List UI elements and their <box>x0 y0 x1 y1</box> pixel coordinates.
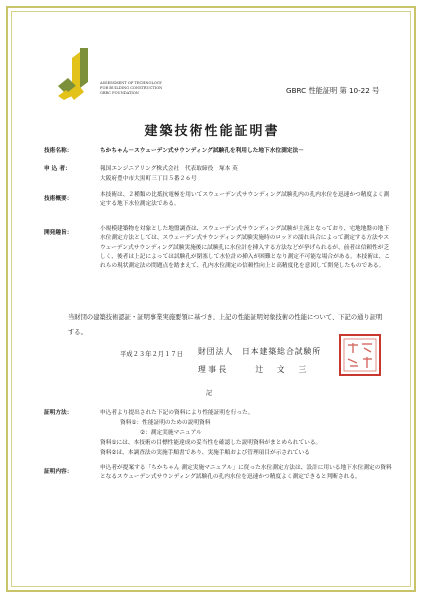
overview-text: 本技術は、２種類の比抵抗電極を用いてスウェーデン式サウンディング試験孔内の孔内水位を迅速かつ精度よく測定する地下水位測定法である。 <box>100 192 390 208</box>
record-heading: 記 <box>206 390 213 397</box>
background-label: 開発趣旨： <box>44 230 73 236</box>
issuer-signatory <box>198 364 309 375</box>
logo-line-2: FOR BUILDING CONSTRUCTION <box>100 86 163 90</box>
method-label: 証明方法： <box>44 410 73 416</box>
applicant-name: 報国エンジニアリング株式会社 代表取締役 塚本 英 <box>100 166 238 172</box>
method-doc-2: ②：測定実施マニュアル <box>140 430 202 436</box>
applicant-label: 申 込 者： <box>44 166 71 172</box>
logo-wordmark <box>100 81 162 96</box>
content-label: 証明内容： <box>44 469 73 475</box>
page-title: 建築技術性能証明書 <box>144 124 280 139</box>
tech-name: ちかちゃん－スウェーデン式サウンディング試験孔を利用した地下水位測定法－ <box>100 148 304 154</box>
issuer-name: 辻 文 三 <box>255 365 310 374</box>
method-doc-1: 資料①：性能証明のための説明資料 <box>120 420 211 426</box>
issue-date: 平成２３年２月１７日 <box>120 351 183 358</box>
background-text: 小規模建築物を対象とした地盤調査は、スウェーデン式サウンディング試験が主流となっており、宅地地盤の地下水位測定方法としては、スウェーデン式サウンディング試験実施時のロッドの濡れ具合によって測定する方法やスウェーデン式サウンディング試験実施後に試験孔に水位計を挿入する方法などが挙げられるが、前者は信頼性が乏しく、後者は上記によっては試験孔が閉塞して水位計の挿入が困難となり測定不可能な場合がある。本技術は、これらの現状測定法の問題点を踏まえて、孔内水位測定の信頼性向上と高精度化を意図して開発したものである。 <box>100 226 390 270</box>
logo-line-1: ASSESSMENT OF TECHNOLOGY <box>100 81 163 85</box>
issuer-title: 理 事 長 <box>198 365 227 374</box>
tech-name-label: 技術名称： <box>44 148 73 154</box>
certificate-number: GBRC 性能証明 第 10-22 号 <box>286 86 380 95</box>
official-seal-icon <box>338 333 382 377</box>
issuer-organization: 財団法人 日本建築総合試験所 <box>198 347 322 356</box>
certification-statement: 当財団の建築技術認証・証明事業実施要領に基づき、上記の性能証明対象技術の性能について、下記の通り証明する。 <box>68 314 383 336</box>
method-note-1: 資料①には、本技術の目標性能達成の妥当性を確認した説明資料がまとめられている。 <box>100 440 322 446</box>
gbrc-logo-icon <box>58 48 98 100</box>
method-note-2: 資料②は、本調査法の実施手順書であり、実施手順および管理項目が示されている <box>100 450 310 456</box>
applicant-address: 大阪府豊中市大黒町三丁目５番２６号 <box>100 176 197 182</box>
overview-label: 技術概要： <box>44 196 73 202</box>
method-text: 申込者より提出された下記の資料により性能証明を行った。 <box>100 410 254 416</box>
logo-line-3: GBRC FOUNDATION <box>100 91 139 95</box>
content-text: 申込者が提案する「ちかちゃん 測定実施マニュアル」に従った水位測定方法は、設計に用いる地下水位測定の資料となるスウェーデン式サウンディング試験孔の孔内水位を迅速かつ精度よく測定できると判断される。 <box>100 465 392 481</box>
